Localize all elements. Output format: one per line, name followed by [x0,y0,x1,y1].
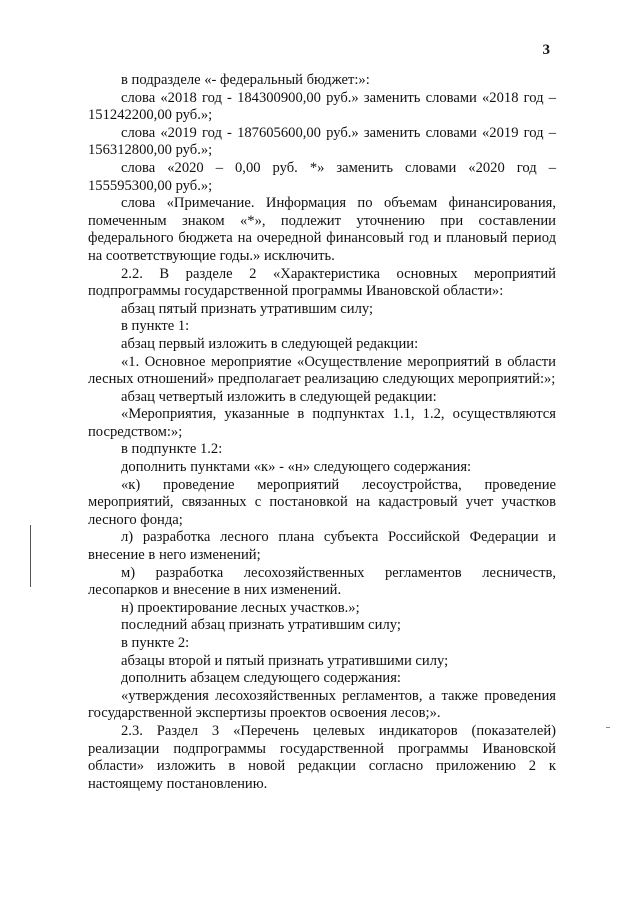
paragraph-point-2: в пункте 2: [121,635,190,651]
paragraph-second-fifth-invalid: абзацы второй и пятый признать утратившими силу; [121,652,449,669]
page-number: 3 [542,42,550,58]
paragraph-federal-budget-subsection: в подразделе «- федеральный бюджет:»: [121,72,370,88]
margin-line-mark [30,525,31,587]
paragraph-point-l: л) разработка лесного плана субъекта Российской Федерации и внесение в него изменений; [88,529,556,564]
paragraph-section-2-2: 2.2. В разделе 2 «Характеристика основных мероприятий подпрограммы государственной программы Ивановской области»: [88,265,556,300]
paragraph-subpoint-1-2: в подпункте 1.2: [121,441,223,458]
stray-mark [606,727,610,728]
paragraph-last-invalid: последний абзац признать утратившим силу; [121,617,401,634]
document-body [88,72,556,793]
paragraph-2019-amount: слова «2019 год - 187605600,00 руб.» заменить словами «2019 год – 156312800,00 руб.»; [88,124,556,159]
paragraph-point-1: в пункте 1: [121,318,190,335]
paragraph-main-activity: «1. Основное мероприятие «Осуществление мероприятий в области лесных отношений» предполагает реализацию следующих мероприятий:»; [88,353,556,388]
paragraph-add-points: дополнить пунктами «к» - «н» следующего содержания: [121,459,472,476]
paragraph-point-n: н) проектирование лесных участков.»; [121,599,360,616]
paragraph-add-abzac: дополнить абзацем следующего содержания: [121,670,401,687]
paragraph-2018-amount: слова «2018 год - 184300900,00 руб.» заменить словами «2018 год – 151242200,00 руб.»; [88,89,556,124]
paragraph-fifth-invalid: абзац пятый признать утратившим силу; [121,300,374,317]
paragraph-activities-means: «Мероприятия, указанные в подпунктах 1.1, 1.2, осуществляются посредством:»; [88,406,556,440]
paragraph-note-exclusion: слова «Примечание. Информация по объемам финансирования, помеченным знаком «*», подлежит уточнению при составлении федерального бюджета на очередной финансовый год и плановый период на соответствующие годы.» исключить. [88,195,556,264]
paragraph-point-m: м) разработка лесохозяйственных регламентов лесничеств, лесопарков и внесение в них изменений. [88,564,556,599]
paragraph-approval-regulations: «утверждения лесохозяйственных регламентов, а также проведения государственной экспертизы проектов освоения лесов;». [88,687,556,722]
paragraph-first-edit: абзац первый изложить в следующей редакции: [121,335,419,352]
paragraph-fourth-edit: абзац четвертый изложить в следующей редакции: [121,388,437,405]
paragraph-point-k: «к) проведение мероприятий лесоустройства, проведение мероприятий, связанных с постановкой на кадастровый учет участков лесного фонда; [88,476,556,528]
paragraph-section-2-3: 2.3. Раздел 3 «Перечень целевых индикаторов (показателей) реализации подпрограммы государственной программы Ивановской области» изложить в новой редакции согласно приложению 2 к настоящему постановлению. [88,722,556,792]
paragraph-2020-amount: слова «2020 – 0,00 руб. *» заменить словами «2020 год – 155595300,00 руб.»; [88,159,556,194]
